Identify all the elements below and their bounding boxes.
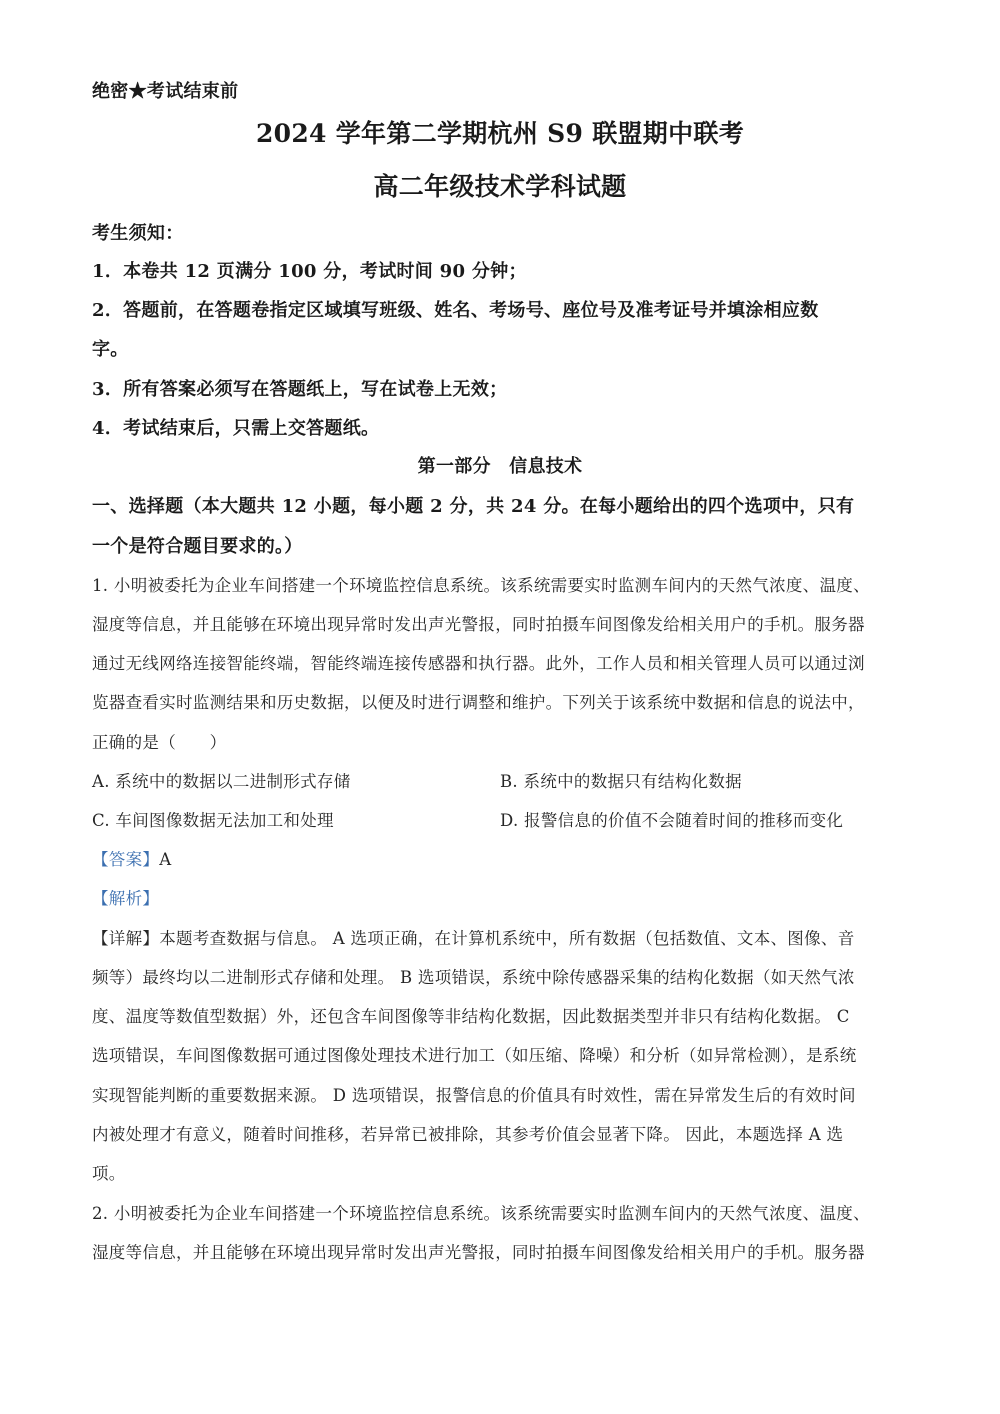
detail-line-6: 内被处理才有意义，随着时间推移，若异常已被排除，其参考价值会显著下降。 因此，本题选择 A 选: [92, 1125, 844, 1144]
question-1-line-3: 通过无线网络连接智能终端，智能终端连接传感器和执行器。此外，工作人员和相关管理人员可以通过浏: [92, 654, 865, 673]
answer-value: A: [159, 850, 172, 869]
question-1-line-5: 正确的是（ ）: [92, 733, 227, 752]
detail-line-1: 【详解】本题考查数据与信息。 A 选项正确，在计算机系统中，所有数据（包括数值、文本、图像、音: [92, 929, 855, 948]
question-2-line-1: 2. 小明被委托为企业车间搭建一个环境监控信息系统。该系统需要实时监测车间内的天然气浓度、温度、: [92, 1204, 870, 1223]
part-heading: 第一部分 信息技术: [417, 456, 583, 477]
question-2-line-2: 湿度等信息，并且能够在环境出现异常时发出声光警报，同时拍摄车间图像发给相关用户的手机。服务器: [92, 1243, 865, 1262]
exam-subtitle: 高二年级技术学科试题: [373, 172, 627, 201]
detail-line-4: 选项错误，车间图像数据可通过图像处理技术进行加工（如压缩、降噪）和分析（如异常检测），是系统: [92, 1046, 857, 1065]
answer-line: [92, 848, 171, 872]
confidential-label: 绝密★考试结束前: [92, 81, 239, 102]
detail-line-5: 实现智能判断的重要数据来源。 D 选项错误，报警信息的价值具有时效性，需在异常发生后的有效时间: [92, 1086, 856, 1105]
question-1-option-b: B. 系统中的数据只有结构化数据: [500, 772, 742, 791]
section-heading-line-1: 一、选择题（本大题共 12 小题，每小题 2 分，共 24 分。在每小题给出的四个选项中，只有: [92, 496, 855, 517]
notice-item-4: 4．考试结束后，只需上交答题纸。: [92, 418, 380, 439]
question-1-line-1: 1. 小明被委托为企业车间搭建一个环境监控信息系统。该系统需要实时监测车间内的天然气浓度、温度、: [92, 576, 870, 595]
exam-title: 2024 学年第二学期杭州 S9 联盟期中联考: [255, 119, 745, 148]
detail-line-2: 频等）最终均以二进制形式存储和处理。 B 选项错误，系统中除传感器采集的结构化数据（如天然气浓: [92, 968, 855, 987]
notice-item-1: 1．本卷共 12 页满分 100 分，考试时间 90 分钟；: [92, 261, 527, 282]
detail-line-3: 度、温度等数值型数据）外，还包含车间图像等非结构化数据，因此数据类型并非只有结构化数据。 C: [92, 1007, 850, 1026]
notice-item-2-line-2: 字。: [92, 339, 129, 360]
section-heading-line-2: 一个是符合题目要求的。）: [92, 536, 303, 557]
detail-line-7: 项。: [92, 1164, 126, 1183]
question-1-line-2: 湿度等信息，并且能够在环境出现异常时发出声光警报，同时拍摄车间图像发给相关用户的手机。服务器: [92, 615, 865, 634]
question-1-option-d: D. 报警信息的价值不会随着时间的推移而变化: [500, 811, 844, 830]
answer-tag: 【答案】: [92, 850, 160, 869]
question-1-line-4: 览器查看实时监测结果和历史数据，以便及时进行调整和维护。下列关于该系统中数据和信息的说法中，: [92, 693, 865, 712]
analysis-tag: 【解析】: [92, 889, 160, 908]
notice-item-2-line-1: 2．答题前，在答题卷指定区域填写班级、姓名、考场号、座位号及准考证号并填涂相应数: [92, 300, 819, 321]
notice-heading: 考生须知：: [92, 223, 184, 244]
notice-item-3: 3．所有答案必须写在答题纸上，写在试卷上无效；: [92, 379, 508, 400]
question-1-option-a: A. 系统中的数据以二进制形式存储: [92, 772, 351, 791]
question-1-option-c: C. 车间图像数据无法加工和处理: [92, 811, 334, 830]
